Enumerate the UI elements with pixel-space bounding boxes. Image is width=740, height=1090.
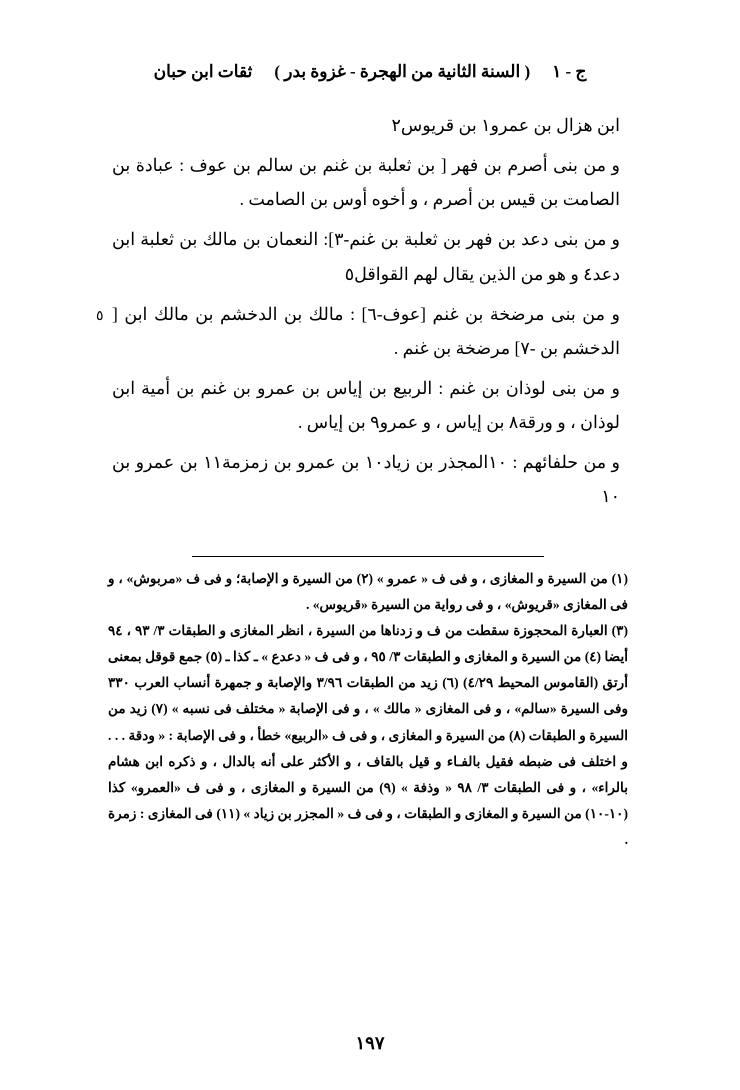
header-title: ثقات ابن حبان <box>153 62 253 81</box>
header-subtitle: ( السنة الثانية من الهجرة - غزوة بدر ) <box>274 62 531 81</box>
page-number: ١٩٧ <box>355 1033 385 1053</box>
footnote-divider <box>192 556 544 557</box>
footnote-entry-2: (٣) العبارة المحجوزة سقطت من ف و زدناها من السيرة ، انظر المغازى و الطبقات ٣/ ٩٣ ، ٩٤ أيضا (٤) من السيرة و المغازى و الطبقات ٣/ ٩٥ ، و فى ف « دعدع » ـ كذا ـ (٥) جمع قوقل بمعنى أرتق (القاموس المحيط ٤/٢٩) (٦) زيد من الطبقات ٣/٩٦ والإصابة و جمهرة أنساب العرب ٣٣٠ وفى السيرة «سالم» ، و فى المغازى « مالك » ، و فى الإصابة « مختلف فى نسبه » (٧) زيد من السيرة و الطبقات (٨) من السيرة و المغازى ، و فى ف «الربيع» خطأ ، و فى الإصابة : « ودقة . . . و اختلف فى ضبطه فقيل بالفـاء و قيل بالقاف ، و الأكثر على أنه بالدال ، و ذكره ابن هشام بالراء» ، و فى الطبقات ٣/ ٩٨ « وذفة » (٩) من السيرة و المغازى ، و فى ف «العمرو» كذا (١٠-١٠) من السيرة و المغازى و الطبقات ، و فى ف « المجزر بن زياد » (١١) فى المغازى : زمرة . <box>108 623 629 847</box>
header-volume: ج - ١ <box>552 62 587 81</box>
page-header <box>0 62 740 82</box>
footnotes-block <box>108 566 628 853</box>
body-paragraph-5: و من بنى لوذان بن غنم : الربيع بن إياس بن عمرو بن غنم بن أمية ابن لوذان ، و ورقة٨ بن إياس ، و عمرو٩ بن إياس . <box>112 377 620 432</box>
body-paragraph-4: و من بنى مرضخة بن غنم [عوف-٦] : مالك بن الدخشم بن مالك ابن [ الدخشم بن -٧] مرضخة بن غنم . <box>112 303 620 358</box>
body-paragraph-3: و من بنى دعد بن فهر بن ثعلبة بن غنم-٣]: النعمان بن مالك بن ثعلبة ابن دعد٤ و هو من الذين يقال لهم القواقل٥ <box>112 229 620 284</box>
line-number-marker: ٥ <box>96 309 104 324</box>
body-text <box>112 108 620 519</box>
footnote-entry-1: (١) من السيرة و المغازى ، و فى ف « عمرو » (٢) من السيرة و الإصابة؛ و فى ف «مربوش» ، و فى المغازى «قريوش» ، و فى رواية من السيرة «قريوس» . <box>108 571 628 613</box>
body-paragraph-2: و من بنى أصرم بن فهر [ بن ثعلبة بن غنم بن سالم بن عوف : عبادة بن الصامت بن قيس بن أصرم ، و أخوه أوس بن الصامت . <box>112 155 620 210</box>
body-paragraph-1: ابن هزال بن عمرو١ بن قريوس٢ <box>391 115 620 135</box>
body-paragraph-6: و من حلفائهم : ١٠المجذر بن زياد١٠ بن عمرو بن زمزمة١١ بن عمرو بن ١٠ <box>112 452 620 507</box>
